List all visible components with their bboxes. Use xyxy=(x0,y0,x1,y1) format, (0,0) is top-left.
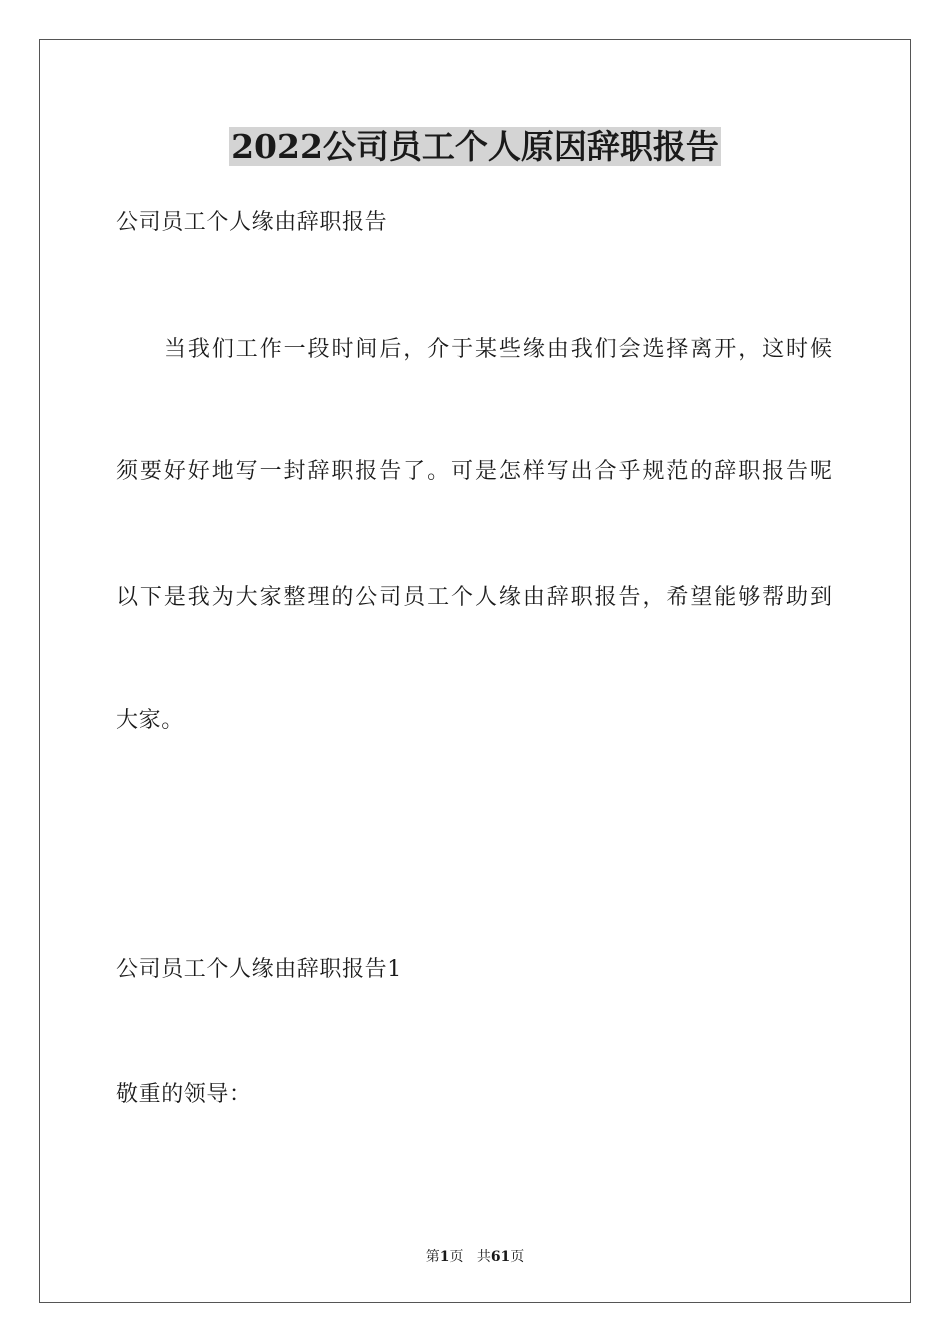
intro-line-3: 以下是我为大家整理的公司员工个人缘由辞职报告，希望能够帮助到 xyxy=(116,585,832,610)
intro-line-4: 大家。 xyxy=(116,708,184,733)
footer-total-suffix: 页 xyxy=(510,1249,525,1265)
document-title-text: 2022公司员工个人原因辞职报告 xyxy=(231,127,719,166)
intro-line-1: 当我们工作一段时间后，介于某些缘由我们会选择离开，这时候 xyxy=(164,337,832,362)
document-subtitle: 公司员工个人缘由辞职报告 xyxy=(116,210,388,235)
footer-page-suffix: 页 xyxy=(449,1249,464,1265)
footer-total-pages: 61 xyxy=(490,1249,511,1265)
footer-page-prefix: 第 xyxy=(425,1249,440,1265)
salutation: 敬重的领导： xyxy=(116,1082,252,1107)
intro-line-2: 须要好好地写一封辞职报告了。可是怎样写出合乎规范的辞职报告呢 xyxy=(116,459,832,484)
document-title xyxy=(0,124,950,170)
page-footer xyxy=(0,1248,950,1266)
footer-total-prefix: 共 xyxy=(476,1249,491,1265)
section-heading: 公司员工个人缘由辞职报告1 xyxy=(116,957,402,982)
footer-page-number: 1 xyxy=(439,1249,450,1265)
